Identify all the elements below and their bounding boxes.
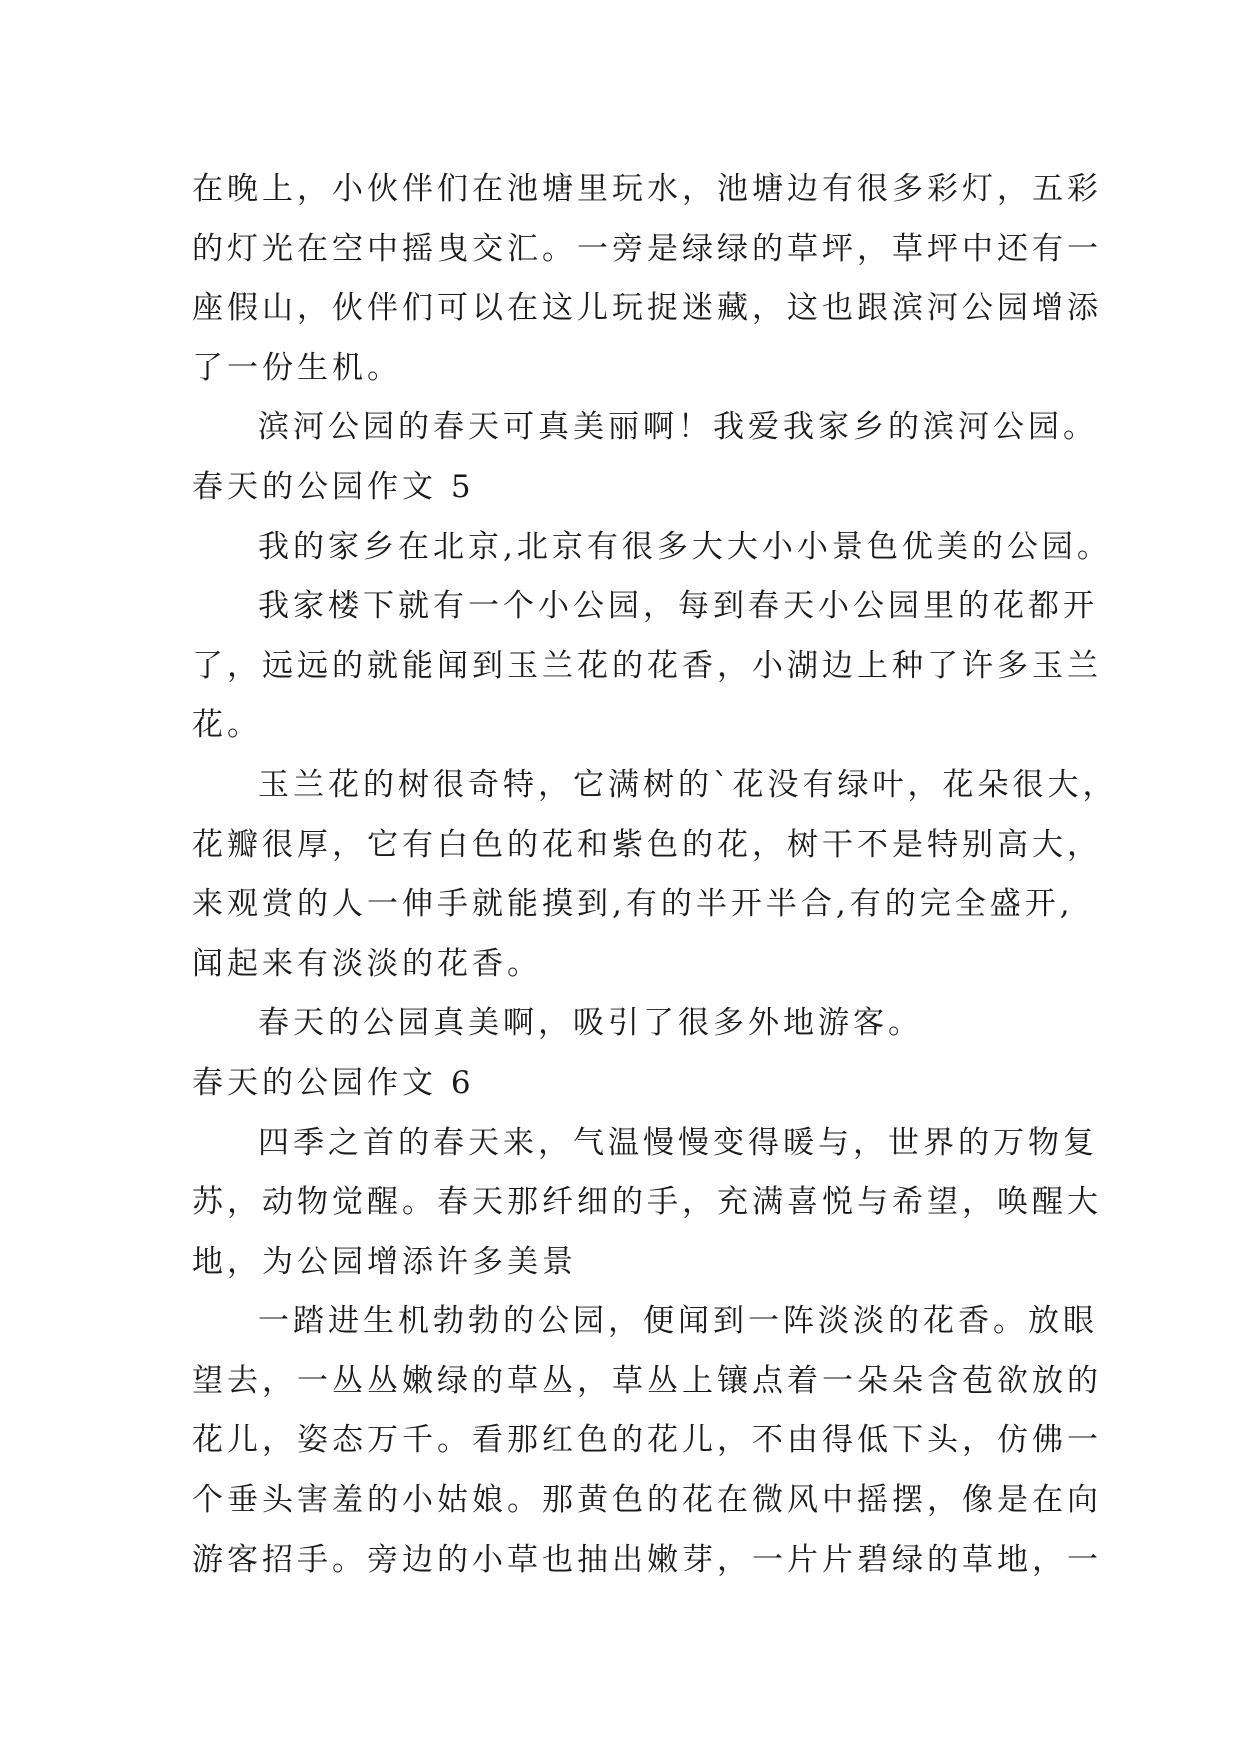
text-line: 游客招手。旁边的小草也抽出嫩芽，一片片碧绿的草地，一	[192, 1541, 1102, 1578]
text-line: 闻起来有淡淡的花香。	[192, 945, 542, 982]
text-line: 花。	[192, 707, 262, 744]
text-line: 来观赏的人一伸手就能摸到,有的半开半合,有的完全盛开,	[192, 886, 1074, 923]
text-line: 花瓣很厚，它有白色的花和紫色的花，树干不是特别高大，	[192, 826, 1102, 863]
text-line: 在晚上，小伙伴们在池塘里玩水，池塘边有很多彩灯，五彩	[192, 171, 1102, 207]
section-heading: 春天的公园作文 5	[192, 468, 475, 505]
text-line: 我的家乡在北京,北京有很多大大小小景色优美的公园。	[258, 528, 1112, 565]
text-line: 个垂头害羞的小姑娘。那黄色的花在微风中摇摆，像是在向	[192, 1482, 1102, 1519]
text-line: 春天的公园真美啊，吸引了很多外地游客。	[258, 1005, 923, 1042]
section-heading: 春天的公园作文 6	[192, 1064, 475, 1101]
text-line: 地，为公园增添许多美景	[192, 1243, 577, 1280]
text-line: 滨河公园的春天可真美丽啊！我爱我家乡的滨河公园。	[258, 409, 1098, 446]
text-line: 一踏进生机勃勃的公园，便闻到一阵淡淡的花香。放眼	[258, 1303, 1098, 1340]
text-line: 望去，一丛丛嫩绿的草丛，草丛上镶点着一朵朵含苞欲放的	[192, 1362, 1102, 1399]
text-line: 我家楼下就有一个小公园，每到春天小公园里的花都开	[258, 588, 1098, 625]
text-line: 四季之首的春天来，气温慢慢变得暖与，世界的万物复	[258, 1124, 1098, 1161]
document-body	[192, 160, 1118, 1590]
text-line: 的灯光在空中摇曳交汇。一旁是绿绿的草坪，草坪中还有一	[192, 230, 1102, 267]
text-line: 玉兰花的树很奇特，它满树的`花没有绿叶，花朵很大，	[258, 766, 1118, 803]
text-line: 花儿，姿态万千。看那红色的花儿，不由得低下头，仿佛一	[192, 1422, 1102, 1459]
text-line: 了一份生机。	[192, 349, 402, 386]
text-line: 了，远远的就能闻到玉兰花的花香，小湖边上种了许多玉兰	[192, 647, 1102, 684]
text-line: 苏，动物觉醒。春天那纤细的手，充满喜悦与希望，唤醒大	[192, 1184, 1102, 1221]
text-line: 座假山，伙伴们可以在这儿玩捉迷藏，这也跟滨河公园增添	[192, 290, 1102, 327]
